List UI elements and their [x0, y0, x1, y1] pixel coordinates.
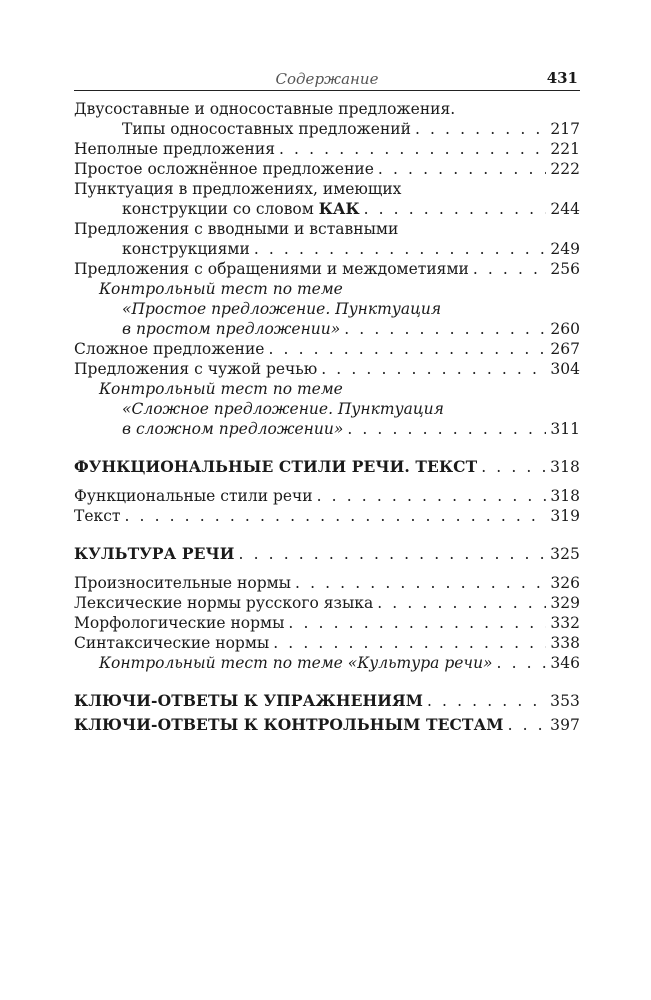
toc-entry-page: 222 — [550, 160, 580, 178]
toc-test-entry — [74, 419, 580, 439]
dot-leader — [508, 715, 547, 735]
toc-section-text: КЛЮЧИ-ОТВЕТЫ К УПРАЖНЕНИЯМ — [74, 691, 423, 710]
toc-test-entry — [74, 299, 580, 319]
toc-entry-text: Лексические нормы русского языка — [74, 594, 374, 612]
toc-entry-keyword: КАК — [318, 199, 360, 218]
toc-section-heading — [74, 544, 580, 564]
toc-entry — [74, 573, 580, 593]
dot-leader — [415, 119, 546, 139]
toc-entry-text: Контрольный тест по теме — [99, 280, 343, 298]
toc-entry-text-part: конструкции со словом — [122, 200, 319, 218]
toc-entry-page: 318 — [550, 458, 580, 476]
dot-leader — [288, 613, 546, 633]
toc-test-entry — [74, 279, 580, 299]
toc-entry-text: Предложения с вводными и вставными — [74, 220, 399, 238]
dot-leader — [497, 653, 547, 673]
toc-entry — [74, 119, 580, 139]
toc-entry — [74, 633, 580, 653]
toc-entry-page: 326 — [550, 574, 580, 592]
dot-leader — [279, 139, 546, 159]
toc-entry-page: 332 — [550, 614, 580, 632]
toc-entry — [74, 99, 580, 119]
toc-entry — [74, 219, 580, 239]
toc-entry — [74, 359, 580, 379]
toc-test-entry — [74, 653, 580, 673]
toc-entry-text: Произносительные нормы — [74, 574, 292, 592]
dot-leader — [344, 319, 546, 339]
toc-entry-page: 353 — [550, 692, 580, 710]
toc-entry-text: в простом предложении» — [122, 320, 341, 338]
dot-leader — [295, 573, 546, 593]
toc-entry-text: конструкциями — [122, 240, 250, 258]
toc-entry-text: «Простое предложение. Пунктуация — [122, 300, 442, 318]
toc-entry-page: 319 — [550, 507, 580, 525]
toc-entry-text: Пунктуация в предложениях, имеющих — [74, 180, 402, 198]
dot-leader — [321, 359, 546, 379]
toc-entry-text: в сложном предложении» — [122, 420, 344, 438]
toc-test-entry — [74, 319, 580, 339]
dot-leader — [254, 239, 547, 259]
toc-entry-page: 318 — [550, 487, 580, 505]
dot-leader — [473, 259, 547, 279]
toc-entry-text: Двусоставные и односоставные предложения. — [74, 100, 456, 118]
toc-section-text: КЛЮЧИ-ОТВЕТЫ К КОНТРОЛЬНЫМ ТЕСТАМ — [74, 715, 504, 734]
toc-entry-page: 217 — [550, 120, 580, 138]
toc-entry-text: Предложения с обращениями и междометиями — [74, 260, 469, 278]
toc-entry-page: 346 — [550, 654, 580, 672]
page-number: 431 — [546, 69, 578, 87]
toc-entry — [74, 239, 580, 259]
toc-entry-text: Сложное предложение — [74, 340, 265, 358]
toc-entry-page: 221 — [550, 140, 580, 158]
toc-entry-text: Функциональные стили речи — [74, 487, 313, 505]
toc-entry-text: «Сложное предложение. Пунктуация — [122, 400, 444, 418]
toc-entry-page: 244 — [550, 200, 580, 218]
toc-entry — [74, 486, 580, 506]
toc-entry-page: 329 — [550, 594, 580, 612]
toc-entry-text: Типы односоставных предложений — [122, 120, 411, 138]
dot-leader — [427, 691, 546, 711]
table-of-contents — [74, 99, 580, 735]
toc-entry-page: 267 — [550, 340, 580, 358]
dot-leader — [481, 457, 546, 477]
toc-entry-page: 325 — [550, 545, 580, 563]
toc-entry — [74, 259, 580, 279]
dot-leader — [317, 486, 547, 506]
toc-entry — [74, 199, 580, 219]
toc-test-entry — [74, 379, 580, 399]
toc-test-entry — [74, 399, 580, 419]
toc-entry-page: 304 — [550, 360, 580, 378]
toc-entry-page: 397 — [550, 716, 580, 734]
dot-leader — [364, 199, 547, 219]
dot-leader — [268, 339, 546, 359]
toc-entry-page: 311 — [550, 420, 580, 438]
dot-leader — [347, 419, 546, 439]
toc-entry-page: 249 — [550, 240, 580, 258]
toc-section-heading — [74, 691, 580, 711]
dot-leader — [273, 633, 546, 653]
toc-entry — [74, 593, 580, 613]
toc-section-heading — [74, 457, 580, 477]
toc-entry — [74, 179, 580, 199]
toc-entry-text: Морфологические нормы — [74, 614, 285, 632]
toc-entry — [74, 139, 580, 159]
dot-leader — [377, 593, 546, 613]
toc-section-text: ФУНКЦИОНАЛЬНЫЕ СТИЛИ РЕЧИ. ТЕКСТ — [74, 457, 478, 476]
toc-section-text: КУЛЬТУРА РЕЧИ — [74, 544, 235, 563]
toc-entry-text: Простое осложнённое предложение — [74, 160, 374, 178]
toc-entry — [74, 339, 580, 359]
toc-entry-text: Текст — [74, 507, 121, 525]
toc-entry-text: Контрольный тест по теме «Культура речи» — [99, 654, 493, 672]
toc-entry-text: Неполные предложения — [74, 140, 275, 158]
toc-entry-page: 338 — [550, 634, 580, 652]
toc-entry-page: 256 — [550, 260, 580, 278]
toc-entry-text: Предложения с чужой речью — [74, 360, 318, 378]
running-header — [74, 68, 580, 91]
toc-entry — [74, 506, 580, 526]
toc-entry-text — [122, 199, 360, 219]
toc-entry-text: Контрольный тест по теме — [99, 380, 343, 398]
toc-entry — [74, 159, 580, 179]
running-header-title: Содержание — [275, 70, 379, 88]
toc-entry-text: Синтаксические нормы — [74, 634, 270, 652]
toc-section-heading — [74, 715, 580, 735]
dot-leader — [378, 159, 546, 179]
dot-leader — [239, 544, 547, 564]
toc-entry — [74, 613, 580, 633]
dot-leader — [124, 506, 546, 526]
toc-entry-page: 260 — [550, 320, 580, 338]
